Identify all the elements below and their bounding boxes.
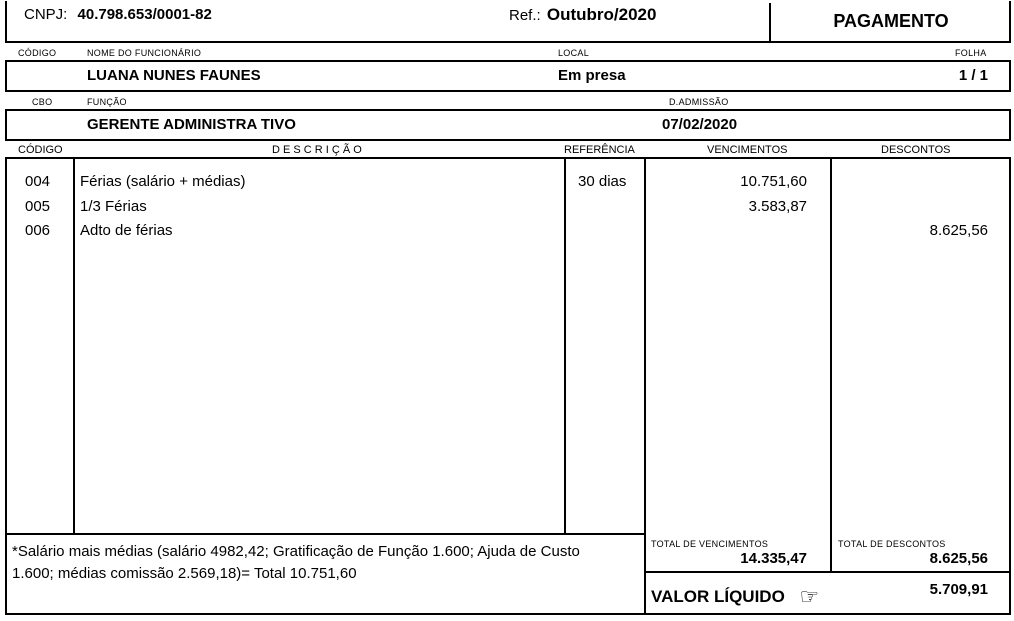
footer-note: *Salário mais médias (salário 4982,42; Gratificação de Função 1.600; Ajuda de Custo 1.600; médias comissão 2.569,18)= Total 10.751,60 bbox=[12, 543, 580, 582]
funcao-value: GERENTE ADMINISTRA TIVO bbox=[87, 116, 296, 133]
row-descricao: 1/3 Férias bbox=[80, 198, 147, 215]
valor-liquido-text: VALOR LÍQUIDO bbox=[651, 587, 785, 606]
codigo-label: CÓDIGO bbox=[18, 48, 57, 58]
employee-local: Em presa bbox=[558, 67, 626, 84]
total-vencimentos-label: TOTAL DE VENCIMENTOS bbox=[651, 539, 769, 549]
col-header-codigo: CÓDIGO bbox=[18, 144, 63, 156]
funcao-label: FUNÇÃO bbox=[87, 97, 127, 107]
ref-row bbox=[509, 5, 656, 25]
total-descontos-value: 8.625,56 bbox=[929, 550, 988, 567]
cnpj-row bbox=[24, 6, 212, 23]
local-label: LOCAL bbox=[558, 48, 590, 58]
folha-value: 1 / 1 bbox=[958, 67, 988, 84]
cnpj-value: 40.798.653/0001-82 bbox=[77, 6, 212, 23]
admissao-label: D.ADMISSÃO bbox=[669, 97, 729, 107]
employee-name: LUANA NUNES FAUNES bbox=[87, 67, 261, 84]
col-header-vencimentos: VENCIMENTOS bbox=[707, 144, 788, 156]
nome-label: NOME DO FUNCIONÁRIO bbox=[87, 48, 202, 58]
total-descontos-label: TOTAL DE DESCONTOS bbox=[838, 539, 946, 549]
row-vencimento: 10.751,60 bbox=[740, 173, 807, 190]
row-descricao: Adto de férias bbox=[80, 222, 173, 239]
doc-type-title: PAGAMENTO bbox=[833, 11, 949, 31]
cnpj-label: CNPJ: bbox=[24, 6, 68, 23]
valor-liquido-label bbox=[651, 584, 819, 610]
col-header-referencia: REFERÊNCIA bbox=[564, 144, 635, 156]
cbo-label: CBO bbox=[32, 97, 53, 107]
row-codigo: 006 bbox=[25, 222, 51, 239]
col-header-descontos: DESCONTOS bbox=[881, 144, 951, 156]
col-header-descricao: D E S C R I Ç Ã O bbox=[272, 144, 362, 156]
row-vencimento: 3.583,87 bbox=[748, 198, 807, 215]
folha-label: FOLHA bbox=[955, 48, 987, 58]
ref-value: Outubro/2020 bbox=[546, 5, 657, 24]
ref-label: Ref.: bbox=[509, 7, 541, 24]
row-desconto: 8.625,56 bbox=[929, 222, 988, 239]
valor-liquido-value: 5.709,91 bbox=[929, 581, 988, 598]
row-codigo: 005 bbox=[25, 198, 51, 215]
row-codigo: 004 bbox=[25, 173, 51, 190]
row-referencia: 30 dias bbox=[578, 173, 627, 190]
admissao-value: 07/02/2020 bbox=[662, 116, 738, 133]
total-vencimentos-value: 14.335,47 bbox=[740, 550, 807, 567]
row-descricao: Férias (salário + médias) bbox=[80, 173, 246, 190]
pointing-hand-icon: ☞ bbox=[799, 584, 820, 609]
